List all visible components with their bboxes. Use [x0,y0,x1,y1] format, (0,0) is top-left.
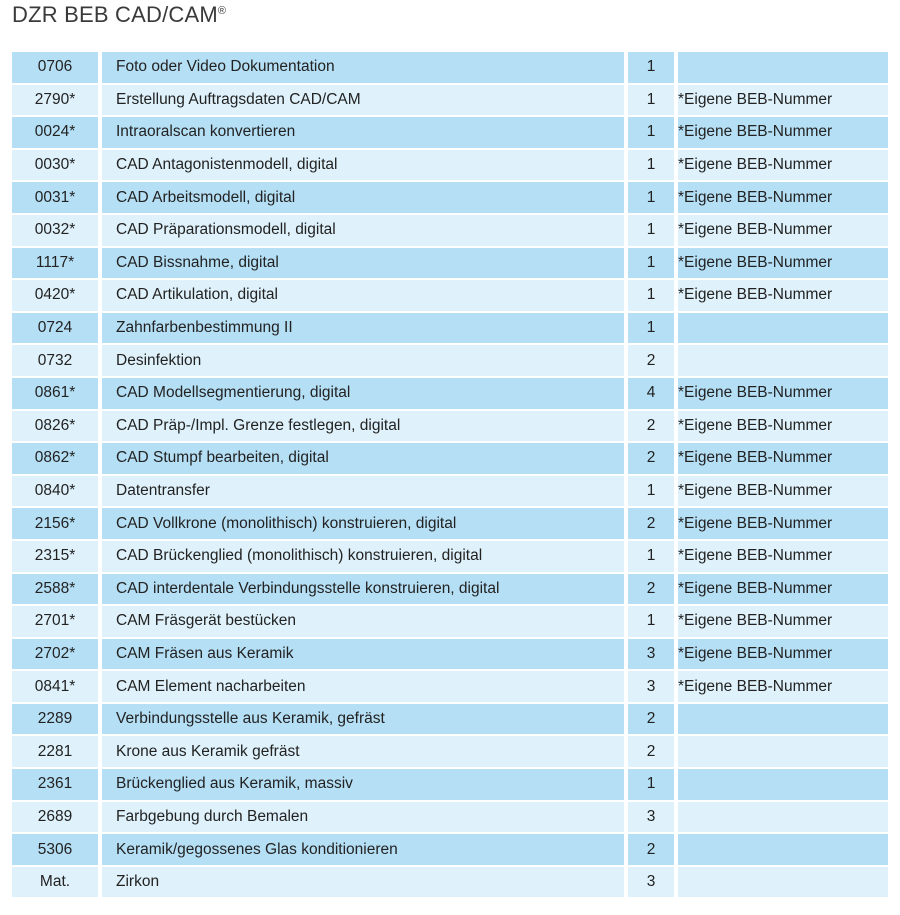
code-cell: 0826* [12,411,98,442]
quantity-cell: 1 [628,215,674,246]
note-cell: *Eigene BEB-Nummer [678,150,888,181]
code-cell: 0724 [12,313,98,344]
code-cell: 5306 [12,834,98,865]
table-row [12,313,888,344]
code-cell: 0861* [12,378,98,409]
note-cell: *Eigene BEB-Nummer [678,541,888,572]
code-cell: Mat. [12,867,98,898]
table-row [12,443,888,474]
note-cell: *Eigene BEB-Nummer [678,443,888,474]
code-cell: 0032* [12,215,98,246]
quantity-cell: 1 [628,606,674,637]
note-cell [678,52,888,83]
quantity-cell: 1 [628,85,674,116]
quantity-cell: 1 [628,248,674,279]
description-cell: CAD Artikulation, digital [102,280,624,311]
table-row [12,867,888,898]
page-title-text: DZR BEB CAD/CAM [12,2,218,27]
description-cell: Zirkon [102,867,624,898]
note-cell: *Eigene BEB-Nummer [678,508,888,539]
quantity-cell: 2 [628,736,674,767]
quantity-cell: 2 [628,345,674,376]
code-cell: 0732 [12,345,98,376]
description-cell: CAM Fräsgerät bestücken [102,606,624,637]
quantity-cell: 2 [628,834,674,865]
code-cell: 0420* [12,280,98,311]
code-cell: 0030* [12,150,98,181]
table-row [12,182,888,213]
note-cell: *Eigene BEB-Nummer [678,606,888,637]
description-cell: CAM Element nacharbeiten [102,671,624,702]
table-row [12,215,888,246]
quantity-cell: 1 [628,52,674,83]
table-row [12,574,888,605]
table-row [12,671,888,702]
table-row [12,378,888,409]
table-row [12,639,888,670]
table-row [12,248,888,279]
quantity-cell: 2 [628,508,674,539]
quantity-cell: 3 [628,639,674,670]
note-cell: *Eigene BEB-Nummer [678,215,888,246]
code-cell: 0841* [12,671,98,702]
quantity-cell: 2 [628,411,674,442]
note-cell [678,802,888,833]
description-cell: CAD Modellsegmentierung, digital [102,378,624,409]
table-row [12,52,888,83]
beb-table [12,52,888,899]
code-cell: 0031* [12,182,98,213]
quantity-cell: 1 [628,117,674,148]
table-row [12,280,888,311]
description-cell: CAD Brückenglied (monolithisch) konstruieren, digital [102,541,624,572]
code-cell: 0840* [12,476,98,507]
quantity-cell: 1 [628,769,674,800]
description-cell: Keramik/gegossenes Glas konditionieren [102,834,624,865]
code-cell: 2701* [12,606,98,637]
description-cell: CAD Bissnahme, digital [102,248,624,279]
description-cell: CAM Fräsen aus Keramik [102,639,624,670]
code-cell: 2790* [12,85,98,116]
code-cell: 2281 [12,736,98,767]
description-cell: Intraoralscan konvertieren [102,117,624,148]
description-cell: Zahnfarbenbestimmung II [102,313,624,344]
description-cell: Datentransfer [102,476,624,507]
note-cell: *Eigene BEB-Nummer [678,476,888,507]
table-row [12,345,888,376]
note-cell: *Eigene BEB-Nummer [678,117,888,148]
table-row [12,769,888,800]
description-cell: Desinfektion [102,345,624,376]
table-row [12,117,888,148]
quantity-cell: 1 [628,541,674,572]
table-row [12,802,888,833]
registered-mark: ® [217,5,227,17]
quantity-cell: 1 [628,313,674,344]
quantity-cell: 3 [628,671,674,702]
note-cell: *Eigene BEB-Nummer [678,248,888,279]
note-cell: *Eigene BEB-Nummer [678,280,888,311]
note-cell [678,313,888,344]
note-cell [678,867,888,898]
table-row [12,606,888,637]
table-row [12,508,888,539]
description-cell: CAD Stumpf bearbeiten, digital [102,443,624,474]
description-cell: Brückenglied aus Keramik, massiv [102,769,624,800]
note-cell: *Eigene BEB-Nummer [678,182,888,213]
table-row [12,541,888,572]
code-cell: 0024* [12,117,98,148]
code-cell: 1117* [12,248,98,279]
quantity-cell: 2 [628,443,674,474]
description-cell: CAD Arbeitsmodell, digital [102,182,624,213]
note-cell [678,834,888,865]
quantity-cell: 3 [628,802,674,833]
table-row [12,704,888,735]
code-cell: 2702* [12,639,98,670]
description-cell: Foto oder Video Dokumentation [102,52,624,83]
quantity-cell: 4 [628,378,674,409]
description-cell: CAD Antagonistenmodell, digital [102,150,624,181]
code-cell: 0862* [12,443,98,474]
description-cell: Erstellung Auftragsdaten CAD/CAM [102,85,624,116]
description-cell: CAD Präp-/Impl. Grenze festlegen, digital [102,411,624,442]
note-cell: *Eigene BEB-Nummer [678,671,888,702]
description-cell: Verbindungsstelle aus Keramik, gefräst [102,704,624,735]
code-cell: 2689 [12,802,98,833]
table-row [12,834,888,865]
table-row [12,476,888,507]
table-row [12,411,888,442]
code-cell: 2156* [12,508,98,539]
code-cell: 2315* [12,541,98,572]
note-cell: *Eigene BEB-Nummer [678,574,888,605]
note-cell [678,345,888,376]
quantity-cell: 1 [628,182,674,213]
code-cell: 2289 [12,704,98,735]
note-cell: *Eigene BEB-Nummer [678,85,888,116]
description-cell: CAD Vollkrone (monolithisch) konstruieren, digital [102,508,624,539]
code-cell: 2588* [12,574,98,605]
note-cell: *Eigene BEB-Nummer [678,639,888,670]
note-cell [678,704,888,735]
note-cell [678,736,888,767]
quantity-cell: 1 [628,476,674,507]
description-cell: Krone aus Keramik gefräst [102,736,624,767]
quantity-cell: 2 [628,704,674,735]
page-title [12,2,226,28]
description-cell: CAD interdentale Verbindungsstelle konstruieren, digital [102,574,624,605]
description-cell: CAD Präparationsmodell, digital [102,215,624,246]
note-cell: *Eigene BEB-Nummer [678,411,888,442]
quantity-cell: 1 [628,280,674,311]
table-row [12,150,888,181]
quantity-cell: 3 [628,867,674,898]
note-cell: *Eigene BEB-Nummer [678,378,888,409]
table-row [12,85,888,116]
table-row [12,736,888,767]
quantity-cell: 2 [628,574,674,605]
code-cell: 0706 [12,52,98,83]
note-cell [678,769,888,800]
quantity-cell: 1 [628,150,674,181]
code-cell: 2361 [12,769,98,800]
description-cell: Farbgebung durch Bemalen [102,802,624,833]
